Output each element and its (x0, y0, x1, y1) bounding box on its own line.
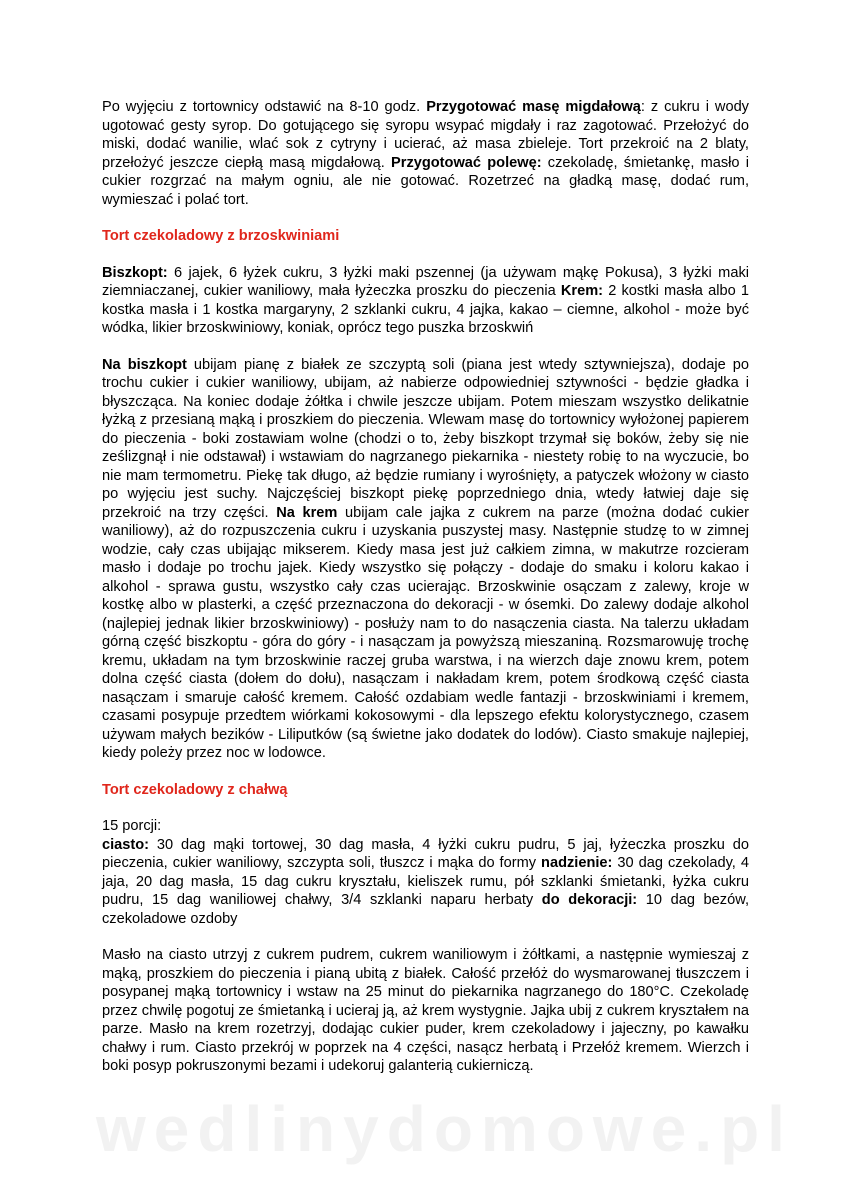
bold-label: Przygotować polewę: (391, 154, 542, 171)
text-run: ubijam pianę z białek ze szczyptą soli (piana jest wtedy sztywniejsza), dodaje po trochu cukier i cukier waniliowy, ubijam, aż nabierze odpowiedniej sztywności - będzie gładka i błyszcząca. Na koniec dodaje żółtka i chwile jeszcze ubijam. Potem mieszam wszystko delikatnie łyżką z przesianą mąką i proszkiem do pieczenia. Wlewam masę do tortownicy wyłożonej papierem do pieczenia - boki zostawiam wolne (chodzi o to, żeby biszkopt trzymał się boków, żeby się nie ześlizgnął i nie odstawał) i wstawiam do nagrzanego piekarnika - niestety robię to na wyczucie, bo nie mam termometru. Piekę tak długo, aż będzie rumiany i wyrośnięty, a patyczek włożony w ciasto po wyjęciu jest suchy. Najczęściej biszkopt piekę poprzedniego dnia, wtedy łatwiej daje się przekroić na trzy części. (102, 356, 749, 521)
method-paragraph (102, 356, 749, 763)
bold-label: Na krem (276, 504, 338, 521)
text-run: czekoladę, śmietankę, masło i cukier rozgrzać na małym ogniu, ale nie gotować. Rozetrzeć na gładką masę, dodać rum, wymieszać i polać tort. (102, 154, 749, 208)
text-run: 30 dag mąki tortowej, 30 dag masła, 4 łyżki cukru pudru, 5 jaj, łyżeczka proszku do pieczenia, cukier waniliowy, szczypta soli, tłuszcz i mąka do formy (102, 836, 749, 871)
bold-label: Na biszkopt (102, 356, 187, 373)
document-body (102, 98, 749, 1094)
watermark: wedlinydomowe.pl (96, 1093, 793, 1165)
ingredients-paragraph (102, 264, 749, 338)
bold-label: nadzienie: (541, 855, 613, 871)
portions-line: 15 porcji: (102, 818, 162, 834)
bold-label: Przygotować masę migdałową (426, 99, 641, 115)
text-run: : z cukru i wody ugotować gesty syrop. Do gotującego się syropu wsypać migdały i raz zagotować. Przełożyć do miski, dodać wanilie, wlać sok z cytryny i ucierać, aż masa zbieleje. Tort przekroić na 2 blaty, przełożyć jeszcze ciepłą masą migdałową. (102, 99, 749, 171)
bold-label: Krem: (560, 283, 604, 299)
recipe-title-peach-cake: Tort czekoladowy z brzoskwiniami (102, 228, 340, 244)
intro-paragraph (102, 98, 749, 209)
text-run: 30 dag czekolady, 4 jaja, 20 dag masła, 15 dag cukru kryształu, kieliszek rumu, pół szklanki śmietanki, łyżka cukru pudru, 15 dag waniliowej chałwy, 3/4 szklanki naparu herbaty (102, 855, 749, 908)
ingredients-paragraph (102, 836, 749, 929)
text-run: 6 jajek, 6 łyżek cukru, 3 łyżki maki pszennej (ja używam mąkę Pokusa), 3 łyżki maki ziemniaczanej, cukier waniliowy, mała łyżeczka proszku do pieczenia (102, 264, 749, 299)
method-paragraph: Masło na ciasto utrzyj z cukrem pudrem, cukrem waniliowym i żółtkami, a następnie wymieszaj z mąką, proszkiem do pieczenia i pianą ubitą z białek. Całość przełóż do wysmarowanej tłuszczem i posypanej mąką tortownicy i wstaw na 25 minut do piekarnika nagrzanego do 180°C. Czekoladę przez chwilę pogotuj ze śmietanką i ucieraj ją, aż krem wystygnie. Jajka ubij z cukrem kryształem na parze. Masło na krem rozetrzyj, dodając cukier puder, krem czekoladowy i jajeczny, po kawałku chałwy i rum. Ciasto przekrój w poprzek na 4 części, nasącz herbatą i Przełóż kremem. Wierzch i boki posyp pokruszonymi bezami i udekoruj galanterią cukierniczą. (102, 947, 749, 1074)
bold-label: Biszkopt: (102, 264, 168, 281)
text-run: 2 kostki masła albo 1 kostka masła i 1 kostka margaryny, 2 szklanki cukru, 4 jajka, kakao – ciemne, alkohol - może być wódka, likier brzoskwiniowy, koniak, oprócz tego puszka brzoskwiń (102, 283, 749, 336)
text-run: Po wyjęciu z tortownicy odstawić na 8-10 godz. (102, 99, 427, 115)
recipe-title-halva-cake: Tort czekoladowy z chałwą (102, 781, 288, 798)
text-run: 10 dag bezów, czekoladowe ozdoby (102, 892, 749, 927)
bold-label: ciasto: (102, 836, 150, 853)
bold-label: do dekoracji: (541, 892, 638, 908)
text-run: ubijam cale jajka z cukrem na parze (można dodać cukier waniliowy), aż do rozpuszczenia cukru i uzyskania puszystej masy. Następnie studzę to w zimnej wodzie, cały czas ubijając mikserem. Kiedy masa jest już całkiem zimna, w makutrze rozcieram masło i dodaje po trochu jajek. Kiedy wszystko się połączy - dodaje do smaku i koloru kakao i alkohol - sprawa gustu, wszystko cały czas ucierając. Brzoskwinie osączam z zalewy, kroje w kostkę albo w plasterki, a część przeznaczona do dekoracji - w ósemki. Do zalewy dodaje alkohol (najlepiej jednak likier brzoskwiniowy) - posłuży nam to do nasączenia ciasta. Na talerzu układam górną część biszkoptu - góra do góry - i nasączam ja powyższą mieszaniną. Rozsmarowuję trochę kremu, układam na tym brzoskwinie raczej gruba warstwa, i na wierzch daje znowu krem, potem dolna część ciasta (dołem do dołu), nasączam i nakładam krem, potem środkową część ciasta nasączam i smaruje całość kremem. Całość ozdabiam wedle fantazji - brzoskwiniami i kremem, czasami posypuje przedtem wiórkami kokosowymi - dla lepszego efektu kolorystycznego, czasem używam małych bezików - Liliputków (są świetne jako dodatek do lodów). Ciasto smakuje najlepiej, kiedy poleży przez noc w lodowce. (102, 504, 749, 761)
